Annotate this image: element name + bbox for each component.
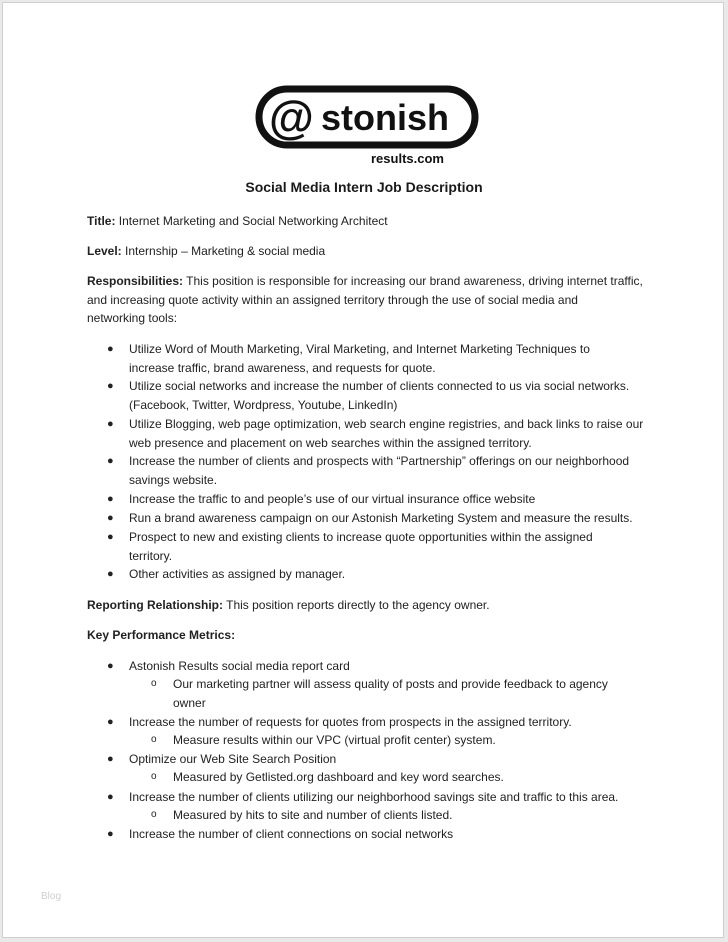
bullet-icon: ● — [107, 531, 114, 543]
level-value: Internship – Marketing & social media — [125, 244, 326, 258]
bullet-line: Utilize Blogging, web page optimization, web search engine registries, and back links to raise our — [129, 417, 644, 431]
bullet-icon: ● — [107, 493, 114, 505]
title-label: Title: — [87, 214, 116, 228]
sub-bullet-line: owner — [173, 695, 206, 710]
responsibilities-line: and increasing quote activity within an assigned territory through the use of social media and — [87, 292, 578, 307]
astonish-logo — [255, 85, 481, 167]
sub-bullet-line: Measured by Getlisted.org dashboard and key word searches. — [173, 770, 504, 784]
document-title: Social Media Intern Job Description — [245, 179, 483, 195]
astonish-logo-graphic — [255, 85, 481, 167]
sub-bullet-icon: o — [151, 734, 157, 745]
responsibilities-intro — [87, 272, 657, 328]
bullet-icon: ● — [107, 660, 114, 672]
logo-main: stonish — [321, 97, 450, 138]
bullet-line: Other activities as assigned by manager. — [129, 567, 346, 581]
sub-bullet-line: Measure results within our VPC (virtual profit center) system. — [173, 733, 496, 747]
responsibilities-label: Responsibilities: — [87, 274, 184, 288]
bullet-line: Run a brand awareness campaign on our Astonish Marketing System and measure the results. — [129, 511, 633, 525]
bullet-icon: ● — [107, 791, 114, 803]
bullet-line: Optimize our Web Site Search Position — [129, 752, 337, 766]
bullet-icon: ● — [107, 455, 114, 467]
bullet-line: increase traffic, brand awareness, and requests for quote. — [129, 360, 436, 375]
bullet-line: (Facebook, Twitter, Wordpress, Youtube, LinkedIn) — [129, 397, 398, 412]
bullet-line: Increase the traffic to and people’s use of our virtual insurance office website — [129, 492, 536, 506]
responsibilities-line: networking tools: — [87, 311, 178, 325]
bullet-icon: ● — [107, 512, 114, 524]
bullet-line: Utilize social networks and increase the number of clients connected to us via social networks. — [129, 379, 630, 393]
bullet-line: Increase the number of client connections on social networks — [129, 827, 454, 841]
bullet-line: web presence and placement on web searches within the assigned territory. — [129, 435, 532, 450]
bullet-icon: ● — [107, 716, 114, 728]
kpm-label: Key Performance Metrics: — [87, 628, 236, 642]
bullet-icon: ● — [107, 418, 114, 430]
bullet-icon: ● — [107, 568, 114, 580]
bullet-icon: ● — [107, 380, 114, 392]
responsibilities-line: This position is responsible for increasing our brand awareness, driving internet traffic, — [186, 274, 643, 288]
bullet-icon: ● — [107, 828, 114, 840]
reporting-field — [87, 596, 657, 615]
watermark: Blog — [41, 891, 62, 902]
bullet-line: savings website. — [129, 472, 218, 487]
sub-bullet-icon: o — [151, 771, 157, 782]
bullet-icon: ● — [107, 753, 114, 765]
bullet-line: territory. — [129, 548, 173, 563]
bullet-line: Astonish Results social media report card — [129, 659, 350, 673]
sub-bullet-line: Our marketing partner will assess quality of posts and provide feedback to agency — [173, 677, 608, 691]
reporting-label: Reporting Relationship: — [87, 598, 223, 612]
sub-bullet-icon: o — [151, 809, 157, 820]
sub-bullet-icon: o — [151, 678, 157, 689]
bullet-line: Increase the number of clients utilizing our neighborhood savings site and traffic to this area. — [129, 790, 619, 804]
document-page — [2, 2, 724, 938]
logo-sub: results.com — [371, 151, 444, 166]
kpm-heading — [87, 626, 657, 645]
title-field — [87, 212, 657, 231]
bullet-line: Increase the number of clients and prospects with “Partnership” offerings on our neighborhood — [129, 454, 630, 468]
bullet-line: Prospect to new and existing clients to increase quote opportunities within the assigned — [129, 530, 593, 544]
bullet-icon: ● — [107, 343, 114, 355]
reporting-value: This position reports directly to the agency owner. — [226, 598, 490, 612]
level-label: Level: — [87, 244, 122, 258]
sub-bullet-line: Measured by hits to site and number of clients listed. — [173, 808, 453, 822]
level-field — [87, 242, 657, 261]
bullet-line: Increase the number of requests for quotes from prospects in the assigned territory. — [129, 715, 572, 729]
bullet-line: Utilize Word of Mouth Marketing, Viral Marketing, and Internet Marketing Techniques to — [129, 342, 590, 356]
title-value: Internet Marketing and Social Networking Architect — [118, 214, 388, 228]
logo-at: @ — [269, 91, 314, 143]
